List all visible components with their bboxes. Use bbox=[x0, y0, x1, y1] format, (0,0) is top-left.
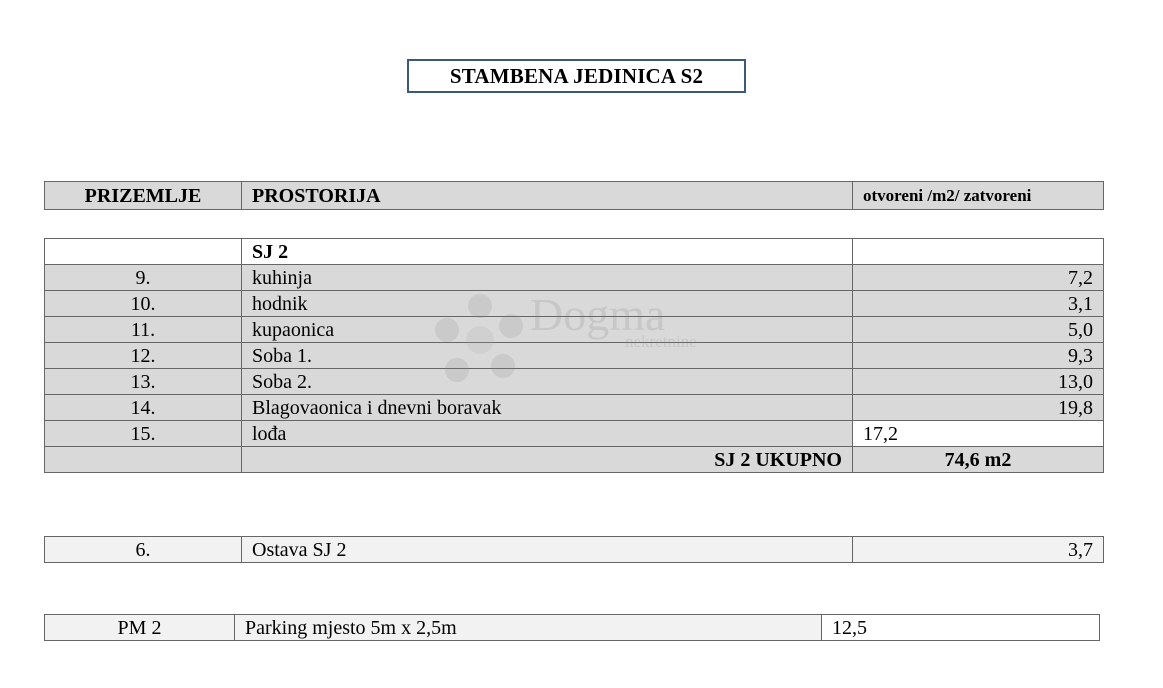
rooms-table bbox=[44, 238, 1104, 473]
parking-table bbox=[44, 614, 1100, 641]
table-row bbox=[45, 343, 1104, 369]
header-row bbox=[45, 182, 1104, 210]
table-row bbox=[45, 421, 1104, 447]
room-number: 13. bbox=[45, 369, 242, 395]
room-name: Soba 2. bbox=[242, 369, 853, 395]
parking-row bbox=[45, 615, 1100, 641]
room-name: Soba 1. bbox=[242, 343, 853, 369]
room-number: 14. bbox=[45, 395, 242, 421]
storage-row bbox=[45, 537, 1104, 563]
total-value: 74,6 m2 bbox=[853, 447, 1104, 473]
room-area: 13,0 bbox=[853, 369, 1104, 395]
storage-table bbox=[44, 536, 1104, 563]
storage-name: Ostava SJ 2 bbox=[242, 537, 853, 563]
header-table bbox=[44, 181, 1104, 210]
room-area: 5,0 bbox=[853, 317, 1104, 343]
room-number: 12. bbox=[45, 343, 242, 369]
page-title: STAMBENA JEDINICA S2 bbox=[407, 59, 746, 93]
room-name: kupaonica bbox=[242, 317, 853, 343]
unit-label-row bbox=[45, 239, 1104, 265]
room-area: 7,2 bbox=[853, 265, 1104, 291]
unit-label-empty bbox=[45, 239, 242, 265]
room-area-open: 17,2 bbox=[853, 421, 1104, 447]
room-area: 19,8 bbox=[853, 395, 1104, 421]
room-area: 3,1 bbox=[853, 291, 1104, 317]
table-row bbox=[45, 291, 1104, 317]
header-area-units: otvoreni /m2/ zatvoreni bbox=[853, 182, 1104, 210]
header-floor: PRIZEMLJE bbox=[45, 182, 242, 210]
room-name: lođa bbox=[242, 421, 853, 447]
parking-area: 12,5 bbox=[822, 615, 1100, 641]
room-name: Blagovaonica i dnevni boravak bbox=[242, 395, 853, 421]
storage-area: 3,7 bbox=[853, 537, 1104, 563]
table-row bbox=[45, 395, 1104, 421]
room-number: 15. bbox=[45, 421, 242, 447]
room-number: 10. bbox=[45, 291, 242, 317]
header-room: PROSTORIJA bbox=[242, 182, 853, 210]
table-row bbox=[45, 317, 1104, 343]
room-name: hodnik bbox=[242, 291, 853, 317]
unit-label-area-empty bbox=[853, 239, 1104, 265]
unit-label: SJ 2 bbox=[242, 239, 853, 265]
room-number: 11. bbox=[45, 317, 242, 343]
room-area: 9,3 bbox=[853, 343, 1104, 369]
parking-number: PM 2 bbox=[45, 615, 235, 641]
room-name: kuhinja bbox=[242, 265, 853, 291]
room-number: 9. bbox=[45, 265, 242, 291]
total-row bbox=[45, 447, 1104, 473]
storage-number: 6. bbox=[45, 537, 242, 563]
table-row bbox=[45, 369, 1104, 395]
table-row bbox=[45, 265, 1104, 291]
parking-name: Parking mjesto 5m x 2,5m bbox=[235, 615, 822, 641]
total-empty bbox=[45, 447, 242, 473]
total-label: SJ 2 UKUPNO bbox=[242, 447, 853, 473]
